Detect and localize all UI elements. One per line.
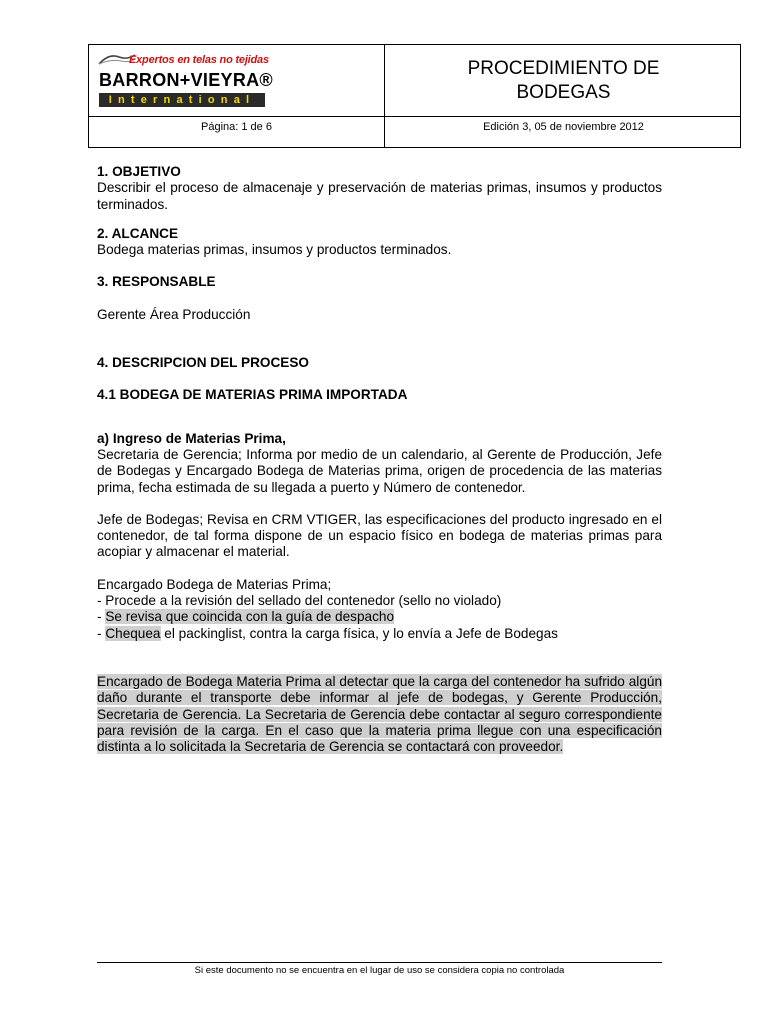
document-title-line1: PROCEDIMIENTO DE	[467, 58, 660, 79]
list-item-2-prefix: -	[97, 609, 106, 625]
damage-paragraph	[97, 674, 662, 755]
section-responsable-text: Gerente Área Producción	[97, 306, 251, 322]
document-body	[97, 164, 662, 755]
section-alcance-text: Bodega materias primas, insumos y productos terminados.	[97, 242, 452, 258]
ingreso-paragraph-2: Jefe de Bodegas; Revisa en CRM VTIGER, las especificaciones del producto ingresado en el contenedor, de tal forma dispone de un espacio físico en bodega de materias primas para acopiar y almacenar el material.	[97, 511, 662, 560]
page-number: Página: 1 de 6	[201, 121, 272, 133]
header-divider-horizontal	[89, 116, 740, 117]
list-item-2-highlight: Se revisa que coincida con la guía de despacho	[105, 609, 395, 625]
section-bodega-title: 4.1 BODEGA DE MATERIAS PRIMA IMPORTADA	[97, 387, 408, 403]
list-item-3-rest: el packinglist, contra la carga física, y lo envía a Jefe de Bodegas	[160, 625, 558, 641]
section-objetivo-text: Describir el proceso de almacenaje y preservación de materias primas, insumos y productos terminados.	[97, 180, 662, 212]
document-title-line2: BODEGAS	[516, 82, 611, 103]
list-item-1: - Procede a la revisión del sellado del contenedor (sello no violado)	[97, 593, 502, 609]
edition-date: Edición 3, 05 de noviembre 2012	[483, 121, 644, 133]
logo-brand: BARRON+VIEYRA®	[99, 70, 273, 90]
section-descripcion-title: 4. DESCRIPCION DEL PROCESO	[97, 355, 310, 371]
list-item-3-prefix: -	[97, 625, 106, 641]
encargado-intro: Encargado Bodega de Materias Prima;	[97, 576, 332, 592]
logo-subbrand: International	[99, 93, 265, 107]
ingreso-paragraph-1: Secretaria de Gerencia; Informa por medio de un calendario, al Gerente de Producción, Jefe de Bodegas y Encargado Bodega de Materias prima, origen de procedencia de las materias prima, fecha estimada de su llegada a puerto y Número de contenedor.	[97, 446, 662, 495]
list-item-3	[97, 626, 662, 642]
footer-note: Si este documento no se encuentra en el lugar de uso se considera copia no controlada	[194, 965, 565, 976]
list-item-2	[97, 609, 662, 625]
company-logo	[97, 51, 377, 111]
subsection-ingreso-title: a) Ingreso de Materias Prima,	[97, 430, 286, 446]
logo-tagline: Expertos en telas no tejidas	[129, 54, 269, 66]
footer-divider	[97, 962, 662, 963]
section-objetivo-title: 1. OBJETIVO	[97, 164, 181, 179]
header-table	[88, 44, 741, 148]
section-alcance-title: 2. ALCANCE	[97, 225, 179, 241]
section-responsable-title: 3. RESPONSABLE	[97, 274, 216, 290]
damage-paragraph-highlight: Encargado de Bodega Materia Prima al detectar que la carga del contenedor ha sufrido algún daño durante el transporte debe informar al jefe de bodegas, y Gerente Producción, Secretaria de Gerencia. La Secretaria de Gerencia debe contactar al seguro correspondiente para revisión de la carga. En el caso que la materia prima llegue con una especificación distinta a lo solicitada la Secretaria de Gerencia se contactará con proveedor.	[97, 673, 662, 755]
document-title	[385, 57, 742, 105]
list-item-3-highlight: Chequea	[105, 625, 161, 641]
